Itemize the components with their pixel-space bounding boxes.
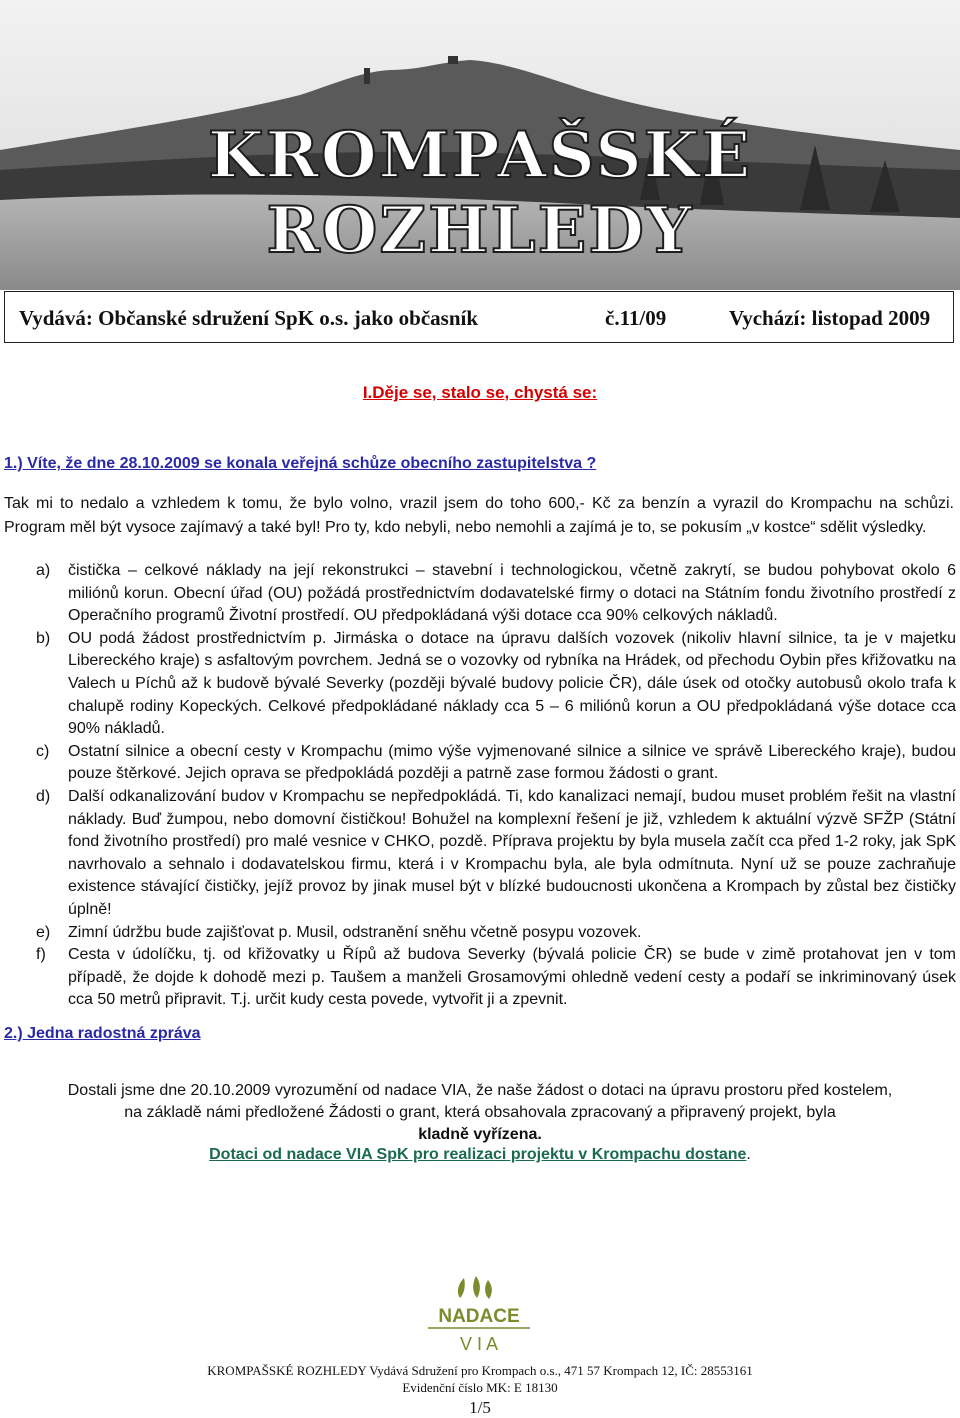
list-item: e) Zimní údržbu bude zajišťovat p. Musil, odstranění sněhu včetně posypu vozovek. [36, 923, 642, 941]
logo-text-bottom: V I A [459, 1334, 499, 1354]
list-item: f) Cesta v údolíčku, tj. od křižovatky u Řípů až budova Severky (bývalá policie ČR) se bude v zimě protahovat jen v tom případě, že dojde k dohodě mezi p. Taušem a manželi Grosamovými ohledně vedení cesty a podaří se inkriminovaný úsek cca 50 metrů připravit. T.j. určit kudy cesta povede, vytvořit ji a zpevnit. [36, 946, 956, 1009]
news-line-2: na základě námi předložené Žádosti o grant, která obsahovala zpracovaný a připravený projekt, byla [124, 1104, 836, 1121]
logo-text-top: NADACE [438, 1306, 520, 1327]
news-line-1: Dostali jsme dne 20.10.2009 vyrozumění od nadace VIA, že naše žádost o dotaci na úpravu prostoru před kostelem, [67, 1082, 893, 1099]
page-number: 1/5 [469, 1398, 491, 1417]
publisher-text: Vydává: Občanské sdružení SpK o.s. jako občasník [19, 306, 479, 330]
list-item: a) čistička – celkové náklady na její rekonstrukci – stavební i technologickou, včetně zakrytí, se budou pohybovat okolo 6 miliónů korun. Obecní úřad (OU) požádá prostřednictvím dodavatelské firmy o dotaci na Státním fondu životního prostředí z Operačního programů Životní prostředí. OU předpokládaná výši dotace cca 90% celkových nákladů. [36, 562, 956, 625]
list-item: b) OU podá žádost prostřednictvím p. Jirmáska o dotace na úpravu dalších vozovek (nikoliv hlavní silnice, ta je v majetku Libereckého kraje) s asfaltovým povrchem. Jedná se o vozovky od rybníka na Hrádek, od přechodu Oybin přes křižovatku na Valech u Píchů až k budově bývalé Severky (později bývalé budovy policie ČR), dále úsek od otočky autobusů okolo trafa k chalupě rodiny Kopeckých. Celkové předpokládané náklady cca 5 – 6 miliónů korun a OU předpokládaná výše dotace cca 90% nákladů. [36, 629, 956, 738]
issue-date: Vychází: listopad 2009 [729, 306, 931, 330]
section-title: I.Děje se, stalo se, chystá se: [362, 383, 598, 402]
results-list [36, 560, 956, 1012]
issue-info-bar [4, 291, 954, 343]
nadace-via-logo [424, 1276, 534, 1358]
footer-registration: Evidenční číslo MK: E 18130 [402, 1380, 558, 1395]
masthead-title: KROMPAŠSKÉ ROZHLEDY [208, 118, 752, 268]
article-heading-2: 2.) Jedna radostná zpráva [4, 1025, 201, 1042]
news-line-3: kladně vyřízena. [418, 1126, 542, 1143]
list-item: c) Ostatní silnice a obecní cesty v Krompachu (mimo výše vyjmenované silnice a silnice ve správě Libereckého kraje), budou pouze štěrkové. Jejich oprava se předpokládá později a patrně zase formou žádosti o grant. [36, 742, 956, 783]
article-heading-1: 1.) Víte, že dne 28.10.2009 se konala veřejná schůze obecního zastupitelstva ? [4, 455, 597, 472]
issue-number: č.11/09 [605, 306, 667, 330]
grant-link[interactable]: Dotaci od nadace VIA SpK pro realizaci projektu v Krompachu dostane [209, 1146, 747, 1163]
article-intro: Tak mi to nedalo a vzhledem k tomu, že bylo volno, vrazil jsem do toho 600,- Kč za benzín a vyrazil do Krompachu na schůzi. Program měl být vysoce zajímavý a také byl! Pro ty, kdo nebyli, nebo nemohli a zajímá je to, se pokusím „v kostce“ sdělit výsledky. [4, 495, 954, 536]
news-link-line: Dotaci od nadace VIA SpK pro realizaci projektu v Krompachu dostane. [209, 1146, 751, 1163]
list-item: d) Další odkanalizování budov v Krompachu se nepředpokládá. Ti, kdo kanalizaci nemají, budou muset problém řešit na vlastní náklady. Buď žumpou, nebo domovní čističkou! Bohužel na komplexní řešení je již, vzhledem k aktuální výzvě SFŽP (Státní fond životního prostředí) pro malé vesnice v CHKO, pozdě. Příprava projektu by byla musela začít cca před 1-2 roky, jak SpK navrhovalo a sehnalo i dodavatelskou firmu, která i v Krompachu byla, ale byla odmítnuta. Nyní už se pouze zachraňuje existence stávající čističky, jejíž provoz by jinak musel být v blízké budoucnosti ukončena a Krompach by zůstal bez čističky úplně! [36, 787, 956, 918]
footer-publisher: KROMPAŠSKÉ ROZHLEDY Vydává Sdružení pro Krompach o.s., 471 57 Krompach 12, IČ: 28553161 [207, 1363, 753, 1378]
